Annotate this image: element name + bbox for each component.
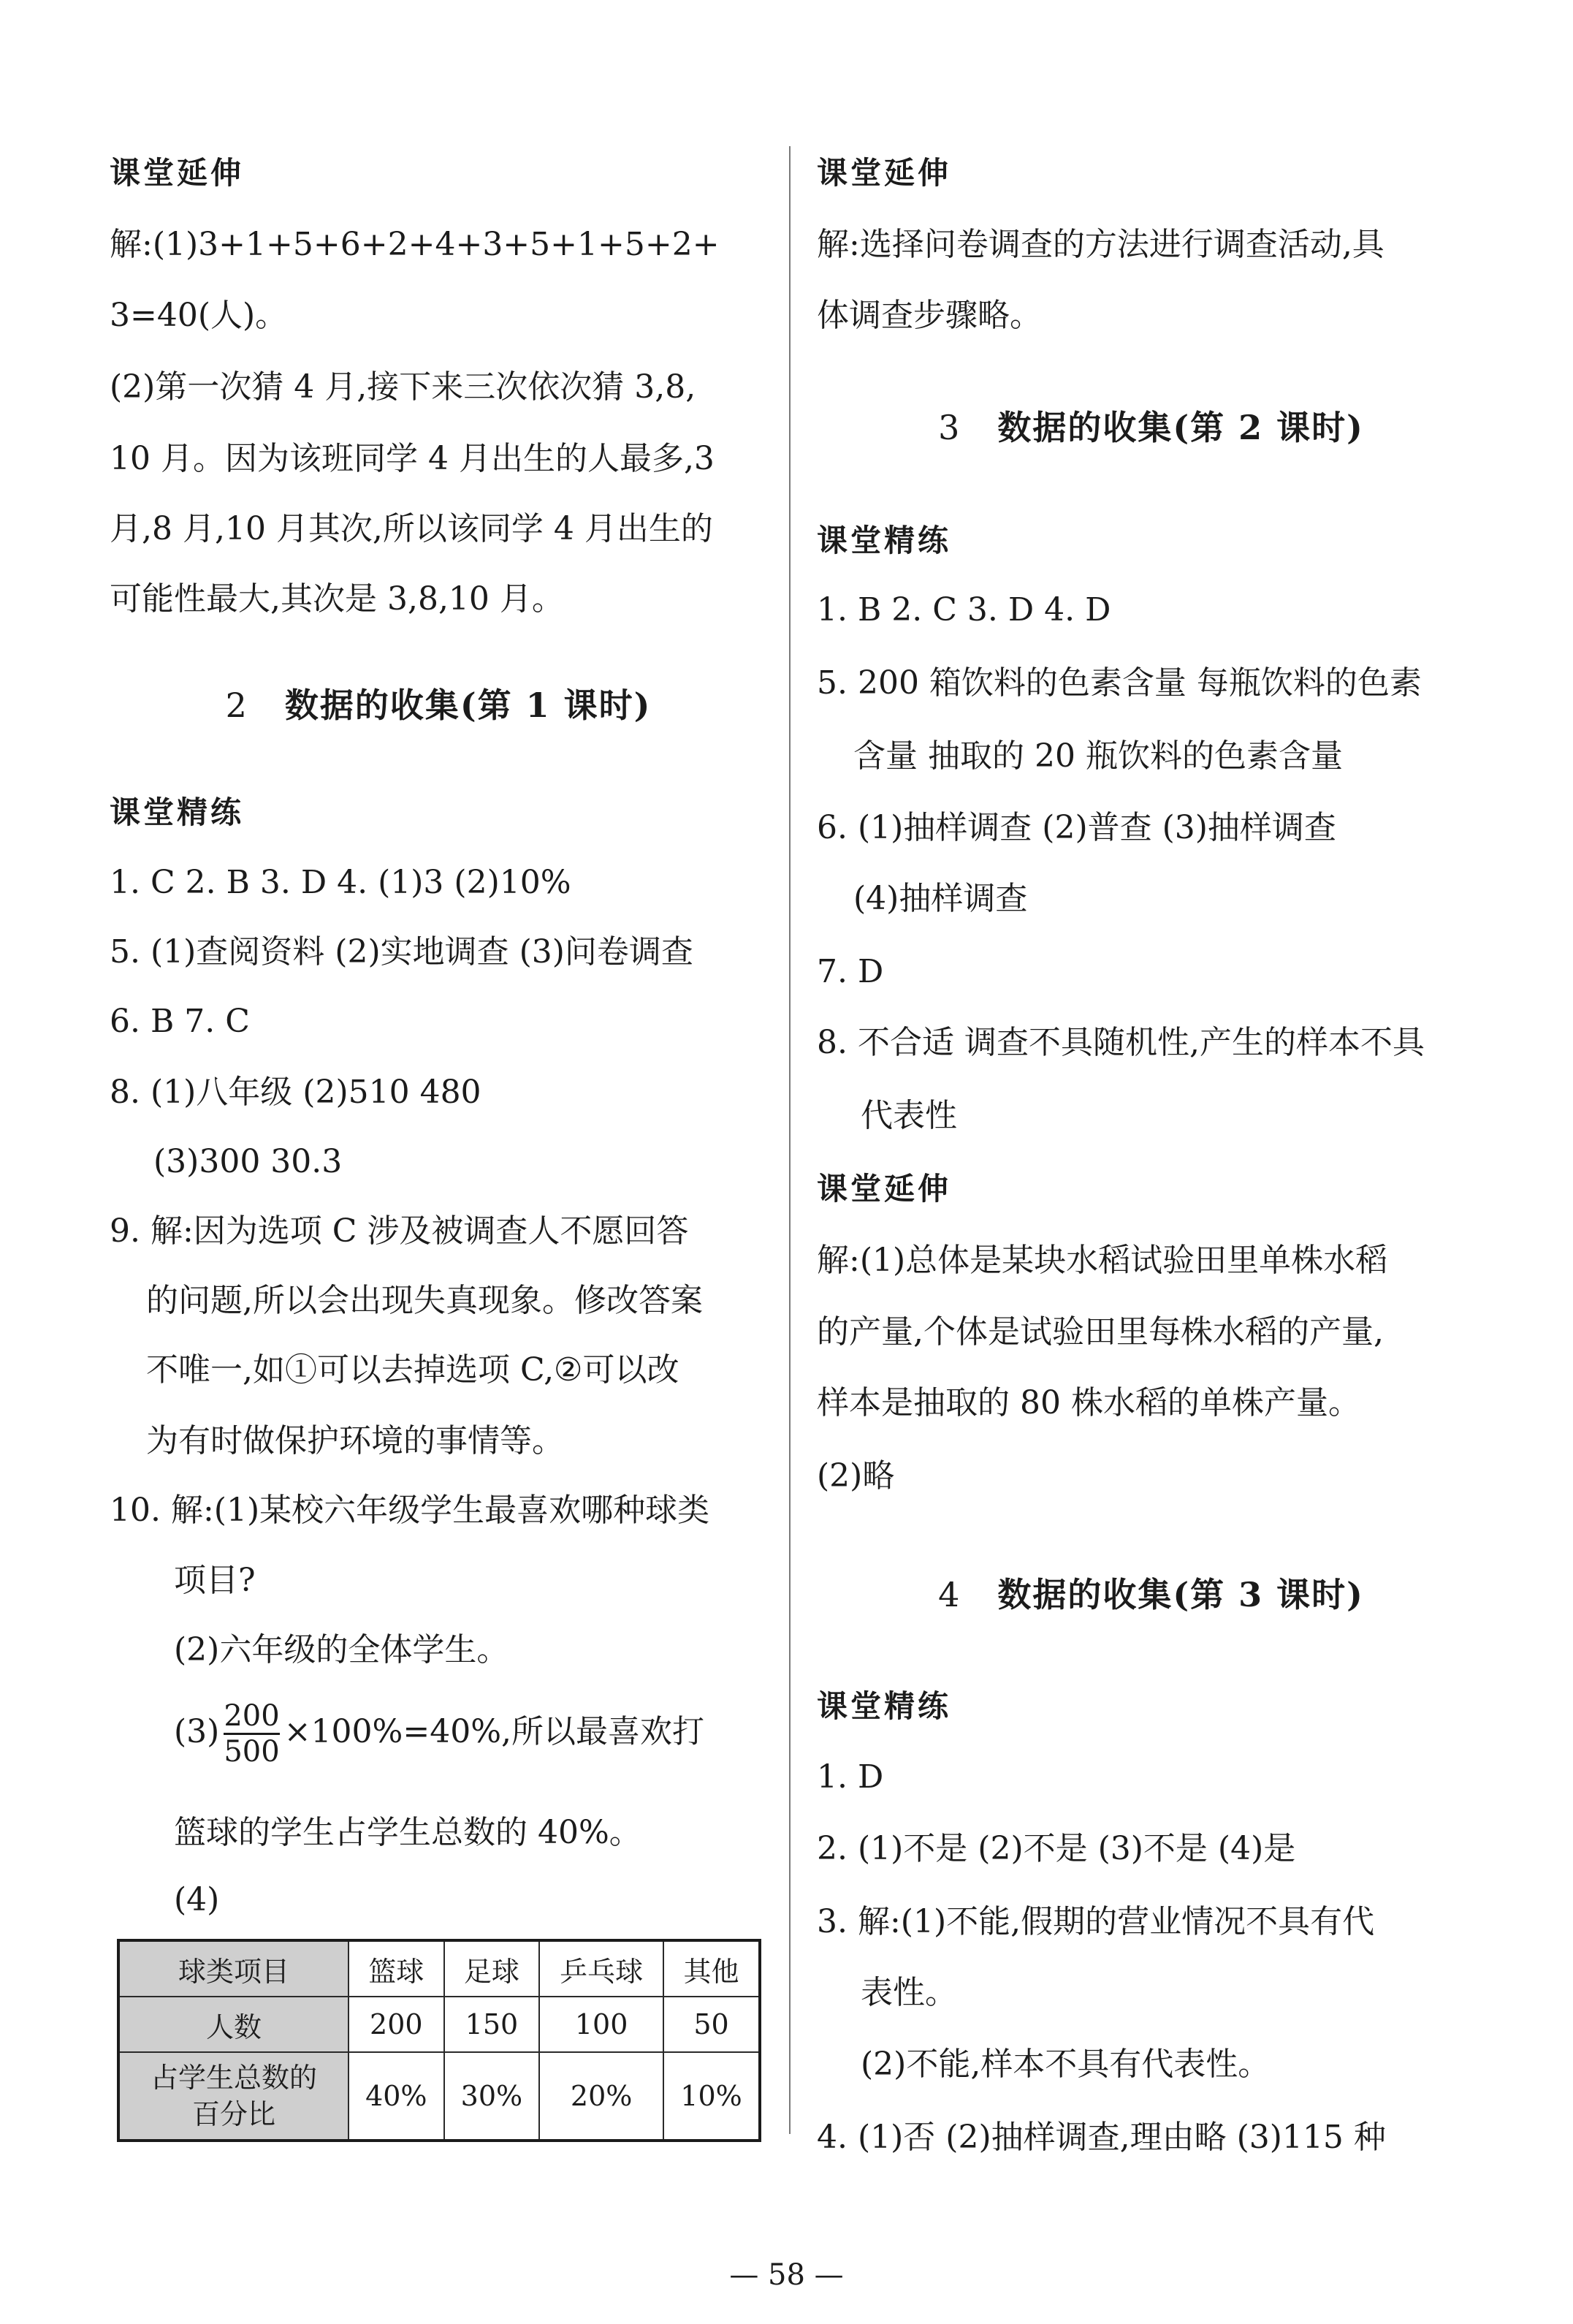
lesson-title bbox=[110, 683, 767, 727]
section-heading: 课堂精练 bbox=[817, 523, 952, 558]
answer-line: 8. 不合适 调查不具随机性,产生的样本不具 bbox=[817, 1024, 1425, 1061]
answer-line: 8. (1)八年级 (2)510 480 bbox=[110, 1074, 481, 1111]
lesson-title bbox=[817, 406, 1485, 449]
answer-line: 9. 解:因为选项 C 涉及被调查人不愿回答 bbox=[110, 1212, 689, 1250]
answer-line: 不唯一,如①可以去掉选项 C,②可以改 bbox=[146, 1351, 679, 1389]
table-cell: 乒乓球 bbox=[539, 1940, 663, 1997]
text-line: 月,8 月,10 月其次,所以该同学 4 月出生的 bbox=[110, 510, 713, 547]
answer-line: (3)300 30.3 bbox=[153, 1143, 343, 1180]
table-cell: 足球 bbox=[444, 1940, 540, 1997]
text-line: 样本是抽取的 80 株水稻的单株产量。 bbox=[817, 1384, 1360, 1421]
answer-line: 5. 200 箱饮料的色素含量 每瓶饮料的色素 bbox=[817, 664, 1422, 702]
answer-line: 表性。 bbox=[861, 1974, 957, 2011]
text-line: 解:(1)总体是某块水稻试验田里单株水稻 bbox=[817, 1242, 1388, 1279]
answer-line: 3. 解:(1)不能,假期的营业情况不具有代 bbox=[817, 1903, 1375, 1940]
answer-prefix: (3) bbox=[174, 1713, 220, 1750]
lesson-number: 4 bbox=[938, 1575, 961, 1614]
table-row bbox=[118, 1940, 760, 1997]
answer-line: 为有时做保护环境的事情等。 bbox=[146, 1422, 564, 1459]
page-number: — 58 — bbox=[729, 2258, 844, 2292]
section-heading: 课堂延伸 bbox=[817, 155, 952, 191]
table-cell: 150 bbox=[444, 1997, 540, 2052]
section-heading: 课堂精练 bbox=[817, 1688, 952, 1724]
answer-line: (2)不能,样本不具有代表性。 bbox=[861, 2046, 1271, 2083]
table-cell: 其他 bbox=[663, 1940, 760, 1997]
table-header-cell: 占学生总数的 百分比 bbox=[118, 2052, 349, 2141]
text-line: (2)第一次猜 4 月,接下来三次依次猜 3,8, bbox=[110, 368, 696, 406]
text-line: 的产量,个体是试验田里每株水稻的产量, bbox=[817, 1313, 1384, 1351]
answer-line: 7. D bbox=[817, 953, 884, 990]
fraction bbox=[224, 1699, 279, 1769]
text-line: 解:(1)3+1+5+6+2+4+3+5+1+5+2+ bbox=[110, 226, 720, 263]
text-line: 3=40(人)。 bbox=[110, 297, 288, 334]
answer-line: (4)抽样调查 bbox=[853, 880, 1028, 917]
section-heading: 课堂延伸 bbox=[817, 1171, 952, 1207]
section-heading: 课堂精练 bbox=[110, 794, 245, 830]
text-line: 体调查步骤略。 bbox=[817, 297, 1042, 334]
answer-line: 的问题,所以会出现失真现象。修改答案 bbox=[146, 1282, 703, 1319]
table-cell: 40% bbox=[349, 2052, 444, 2141]
ball-sports-table bbox=[117, 1939, 761, 2142]
answer-line: 2. (1)不是 (2)不是 (3)不是 (4)是 bbox=[817, 1830, 1296, 1867]
lesson-title-text: 数据的收集(第 3 课时) bbox=[997, 1575, 1364, 1614]
text-line: 可能性最大,其次是 3,8,10 月。 bbox=[110, 580, 564, 618]
table-cell: 10% bbox=[663, 2052, 760, 2141]
text-line: 10 月。因为该班同学 4 月出生的人最多,3 bbox=[110, 440, 715, 477]
answer-line: 含量 抽取的 20 瓶饮料的色素含量 bbox=[853, 737, 1343, 775]
lesson-number: 2 bbox=[225, 686, 248, 725]
answer-line: 1. C 2. B 3. D 4. (1)3 (2)10% bbox=[110, 864, 571, 901]
table-row bbox=[118, 2052, 760, 2141]
answer-line: 5. (1)查阅资料 (2)实地调查 (3)问卷调查 bbox=[110, 933, 693, 971]
table-header-cell: 球类项目 bbox=[118, 1940, 349, 1997]
table-cell: 20% bbox=[539, 2052, 663, 2141]
answer-suffix: ×100%=40%,所以最喜欢打 bbox=[283, 1713, 704, 1750]
answer-line: 10. 解:(1)某校六年级学生最喜欢哪种球类 bbox=[110, 1492, 710, 1529]
lesson-title-text: 数据的收集(第 2 课时) bbox=[997, 408, 1364, 447]
answer-line: 1. B 2. C 3. D 4. D bbox=[817, 591, 1111, 629]
text-line: (2)略 bbox=[817, 1457, 895, 1495]
table-cell: 100 bbox=[539, 1997, 663, 2052]
lesson-title bbox=[817, 1573, 1485, 1617]
table-cell: 篮球 bbox=[349, 1940, 444, 1997]
answer-line: (4) bbox=[174, 1881, 220, 1918]
table-header-cell: 人数 bbox=[118, 1997, 349, 2052]
table-cell: 200 bbox=[349, 1997, 444, 2052]
section-heading: 课堂延伸 bbox=[110, 155, 245, 191]
answer-line: 代表性 bbox=[861, 1097, 957, 1134]
text-line: 解:选择问卷调查的方法进行调查活动,具 bbox=[817, 226, 1385, 263]
answer-line: 6. (1)抽样调查 (2)普查 (3)抽样调查 bbox=[817, 809, 1336, 846]
fraction-line bbox=[174, 1695, 704, 1769]
answer-line: 篮球的学生占学生总数的 40%。 bbox=[174, 1814, 641, 1851]
lesson-number: 3 bbox=[938, 408, 961, 447]
column-divider bbox=[789, 146, 791, 2134]
table-cell: 30% bbox=[444, 2052, 540, 2141]
answer-line: 6. B 7. C bbox=[110, 1003, 250, 1040]
table-cell: 50 bbox=[663, 1997, 760, 2052]
lesson-title-text: 数据的收集(第 1 课时) bbox=[284, 686, 652, 725]
answer-line: 1. D bbox=[817, 1758, 884, 1796]
fraction-denominator: 500 bbox=[224, 1733, 279, 1769]
table-row bbox=[118, 1997, 760, 2052]
answer-line: (2)六年级的全体学生。 bbox=[174, 1631, 509, 1668]
answer-line: 4. (1)否 (2)抽样调查,理由略 (3)115 种 bbox=[817, 2119, 1386, 2156]
fraction-numerator: 200 bbox=[224, 1699, 280, 1733]
answer-line: 项目? bbox=[174, 1562, 256, 1599]
